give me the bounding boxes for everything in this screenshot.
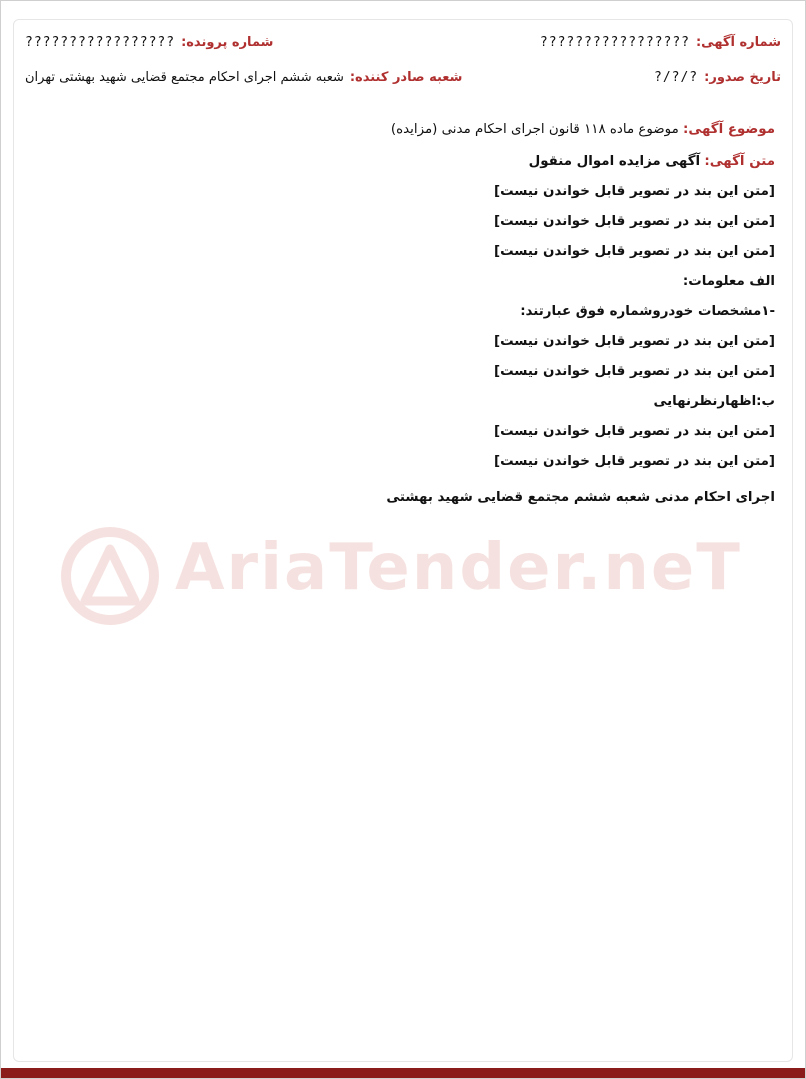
bottom-bar	[1, 1068, 805, 1078]
section-a-item2-body: [متن این بند در تصویر قابل خواندن نیست]	[493, 364, 775, 379]
text-title-line	[31, 151, 775, 173]
case-number	[25, 35, 273, 50]
section-a-item1-title: -۱مشخصات خودروشماره فوق عبارتند:	[520, 304, 775, 319]
issue-date-label: تاریخ صدور:	[704, 70, 781, 85]
subject-label: موضوع آگهی:	[683, 122, 775, 137]
notice-meta	[25, 35, 781, 105]
meta-row-1	[25, 35, 781, 50]
text-label: متن آگهی:	[704, 154, 775, 169]
text-value: آگهی مزایده اموال منقول	[528, 154, 701, 169]
issuer-value: شعبه ششم اجرای احکام مجتمع قضایی شهید بهشتی تهران	[25, 70, 344, 85]
footer-signature: اجرای احکام مدنی شعبه ششم مجتمع قضایی شهید بهشتی	[386, 490, 775, 505]
section-b-title: ب:اظهارنظرنهایی	[653, 394, 775, 409]
notice-number-value: ?????????????????	[539, 35, 690, 50]
section-a-item1-body: [متن این بند در تصویر قابل خواندن نیست]	[493, 334, 775, 349]
section-b-body: [متن این بند در تصویر قابل خواندن نیست]	[493, 424, 775, 439]
notice-number	[540, 35, 781, 50]
issue-date-value: ?/?/?	[654, 70, 699, 85]
issue-date	[654, 70, 781, 85]
notice-body	[31, 119, 775, 522]
notice-number-label: شماره آگهی:	[695, 35, 781, 50]
case-number-label: شماره پرونده:	[181, 35, 274, 50]
meta-row-2	[25, 70, 781, 85]
paragraph-appraisal: [متن این بند در تصویر قابل خواندن نیست]	[493, 244, 775, 259]
paragraph-enforcement: [متن این بند در تصویر قابل خواندن نیست]	[493, 214, 775, 229]
issuer-label: شعبه صادر کننده:	[349, 70, 463, 85]
paragraph-intro: [متن این بند در تصویر قابل خواندن نیست]	[493, 184, 775, 199]
section-a-title: الف معلومات:	[682, 274, 775, 289]
subject-line	[31, 119, 775, 141]
auction-paragraph: [متن این بند در تصویر قابل خواندن نیست]	[493, 454, 775, 469]
issuer	[25, 70, 462, 85]
case-number-value: ?????????????????	[25, 35, 176, 50]
watermark-text: AriaTender.neT	[175, 531, 742, 605]
subject-value: موضوع ماده ۱۱۸ قانون اجرای احکام مدنی (مزایده)	[390, 122, 679, 137]
